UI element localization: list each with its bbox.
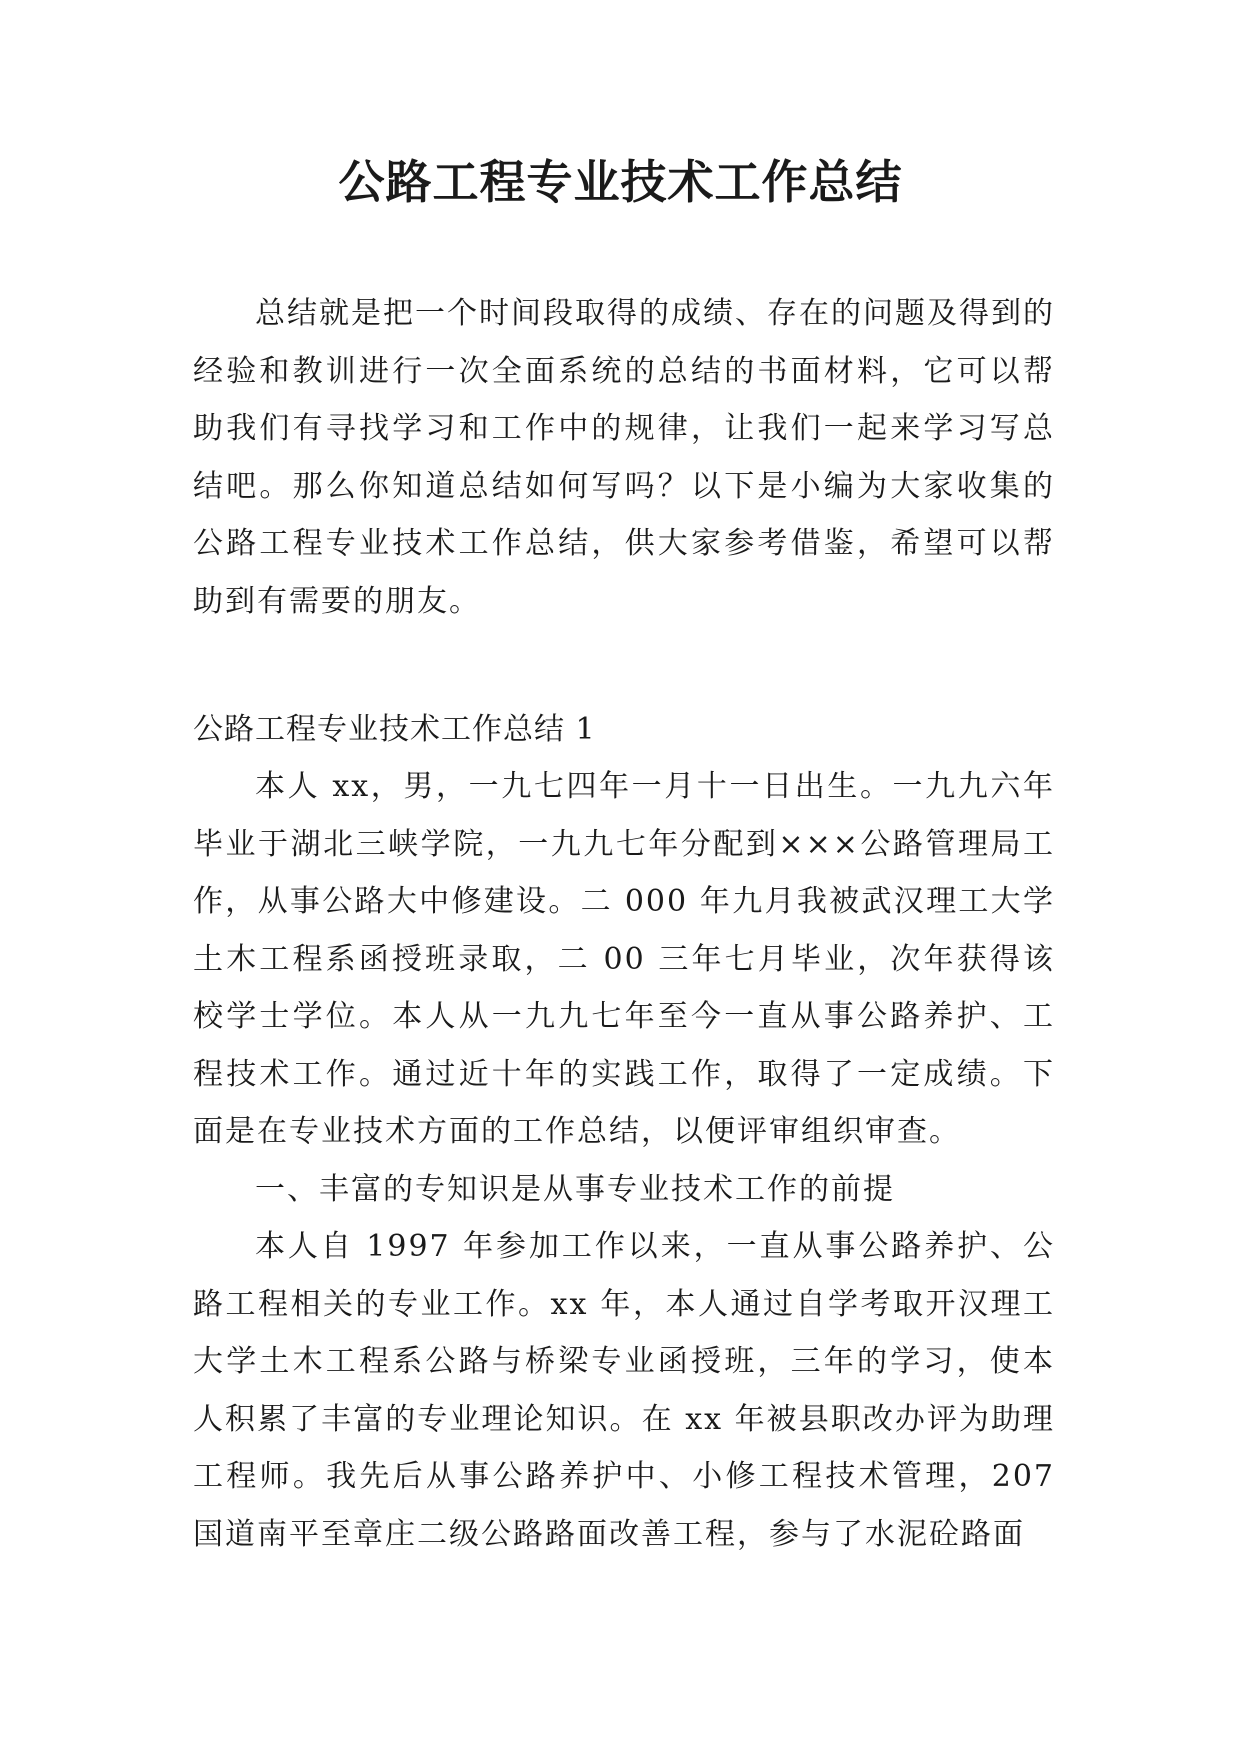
- intro-paragraph: 总结就是把一个时间段取得的成绩、存在的问题及得到的经验和教训进行一次全面系统的总结的书面材料，它可以帮助我们有寻找学习和工作中的规律，让我们一起来学习写总结吧。那么你知道总结如何写吗？以下是小编为大家收集的公路工程专业技术工作总结，供大家参考借鉴，希望可以帮助到有需要的朋友。: [193, 296, 1055, 619]
- body-paragraph: 本人 xx，男，一九七四年一月十一日出生。一九九六年毕业于湖北三峡学院，一九九七年分配到×××公路管理局工作，从事公路大中修建设。二 000 年九月我被武汉理工大学土木工程系函授班录取，二 00 三年七月毕业，次年获得该校学士学位。本人从一九九七年至今一直从事公路养护、工程技术工作。通过近十年的实践工作，取得了一定成绩。下面是在专业技术方面的工作总结，以便评审组织审查。: [193, 769, 1055, 1149]
- document-title: 公路工程专业技术工作总结: [338, 155, 903, 209]
- subsection-heading: 一、丰富的专知识是从事专业技术工作的前提: [255, 1172, 895, 1207]
- body-paragraph: 本人自 1997 年参加工作以来，一直从事公路养护、公路工程相关的专业工作。xx 年，本人通过自学考取开汉理工大学土木工程系公路与桥梁专业函授班，三年的学习，使本人积累了丰富的专业理论知识。在 xx 年被县职改办评为助理工程师。我先后从事公路养护中、小修工程技术管理，207国道南平至章庄二级公路路面改善工程，参与了水泥砼路面: [193, 1229, 1055, 1552]
- section-heading: 公路工程专业技术工作总结 1: [193, 712, 596, 747]
